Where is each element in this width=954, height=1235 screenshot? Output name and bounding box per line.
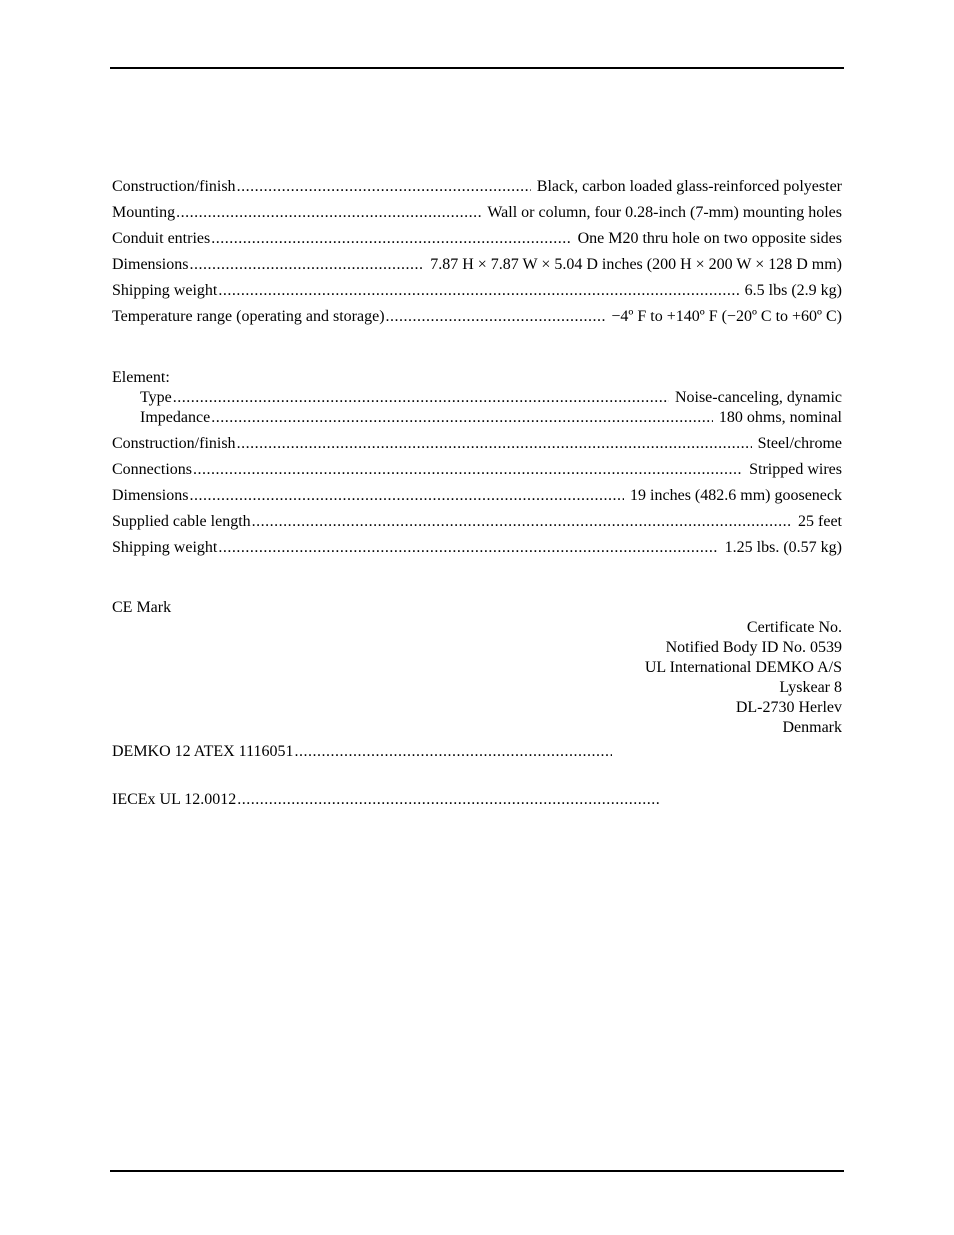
dot-leader xyxy=(176,200,481,226)
dot-leader xyxy=(237,790,659,810)
dot-leader xyxy=(173,388,669,408)
spec-label: Construction/finish xyxy=(112,178,236,195)
atex-certificate xyxy=(112,742,842,762)
spec-value: 25 feet xyxy=(798,513,842,530)
dot-leader xyxy=(237,174,531,200)
spec-row-temperature xyxy=(112,304,842,330)
iecex-certificate xyxy=(112,790,842,810)
dot-leader xyxy=(211,226,571,252)
address-line: Denmark xyxy=(782,719,842,736)
iecex-row xyxy=(112,790,659,810)
spec-row-mic-shipping-weight xyxy=(112,535,842,561)
spec-label: Impedance xyxy=(140,409,211,426)
header-rule xyxy=(110,67,844,69)
address-line: Lyskear 8 xyxy=(779,679,842,696)
microphone-specs xyxy=(112,368,842,561)
spec-value: 6.5 lbs (2.9 kg) xyxy=(744,282,842,299)
housing-specs xyxy=(112,174,842,330)
spec-row-mounting xyxy=(112,200,842,226)
spec-row-mic-construction xyxy=(112,431,842,457)
atex-row xyxy=(112,742,612,762)
spec-value: Stripped wires xyxy=(749,461,842,478)
spec-row-element-type xyxy=(112,388,842,408)
dot-leader xyxy=(252,509,792,535)
spec-label: Conduit entries xyxy=(112,230,211,247)
spec-row-construction xyxy=(112,174,842,200)
spec-value: Noise-canceling, dynamic xyxy=(674,389,842,406)
spec-label: Temperature range (operating and storage) xyxy=(112,308,385,325)
spec-row-dimensions xyxy=(112,252,842,278)
atex-number: DEMKO 12 ATEX 1116051 xyxy=(112,743,294,760)
certification-section xyxy=(112,598,842,738)
dot-leader xyxy=(211,408,713,428)
dot-leader xyxy=(294,742,612,762)
spec-label: Supplied cable length xyxy=(112,513,251,530)
spec-value: 180 ohms, nominal xyxy=(718,409,842,426)
spec-row-element-impedance xyxy=(112,408,842,428)
address-line: UL International DEMKO A/S xyxy=(644,659,842,676)
spec-label: Type xyxy=(140,389,172,406)
spec-value: Steel/chrome xyxy=(757,435,842,452)
dot-leader xyxy=(193,457,743,483)
address-line: Notified Body ID No. 0539 xyxy=(665,639,842,656)
spec-row-mic-dimensions xyxy=(112,483,842,509)
spec-value: One M20 thru hole on two opposite sides xyxy=(577,230,842,247)
ce-mark-heading: CE Mark xyxy=(112,599,172,616)
spec-value: 19 inches (482.6 mm) gooseneck xyxy=(630,487,842,504)
spec-value: 7.87 H × 7.87 W × 5.04 D inches (200 H × 200 W × 128 D mm) xyxy=(430,256,842,273)
footer-rule xyxy=(110,1170,844,1172)
dot-leader xyxy=(237,431,752,457)
spec-label: Shipping weight xyxy=(112,539,218,556)
dot-leader xyxy=(386,304,606,330)
spec-row-mic-cable-length xyxy=(112,509,842,535)
spec-label: Shipping weight xyxy=(112,282,218,299)
iecex-number: IECEx UL 12.0012 xyxy=(112,791,237,808)
spec-label: Dimensions xyxy=(112,487,189,504)
spec-label: Dimensions xyxy=(112,256,189,273)
address-line: DL-2730 Herlev xyxy=(735,699,842,716)
dot-leader xyxy=(218,535,718,561)
spec-label: Connections xyxy=(112,461,192,478)
spec-row-mic-connections xyxy=(112,457,842,483)
spec-row-shipping-weight xyxy=(112,278,842,304)
element-heading: Element: xyxy=(112,369,170,386)
spec-row-conduit xyxy=(112,226,842,252)
dot-leader xyxy=(189,252,424,278)
dot-leader xyxy=(218,278,738,304)
spec-value: Wall or column, four 0.28-inch (7-mm) mounting holes xyxy=(487,204,842,221)
spec-value: −4º F to +140º F (−20º C to +60º C) xyxy=(611,308,842,325)
dot-leader xyxy=(189,483,624,509)
spec-label: Mounting xyxy=(112,204,176,221)
spec-value: Black, carbon loaded glass-reinforced polyester xyxy=(536,178,842,195)
spec-label: Construction/finish xyxy=(112,435,236,452)
spec-value: 1.25 lbs. (0.57 kg) xyxy=(724,539,842,556)
address-line: Certificate No. xyxy=(746,619,842,636)
